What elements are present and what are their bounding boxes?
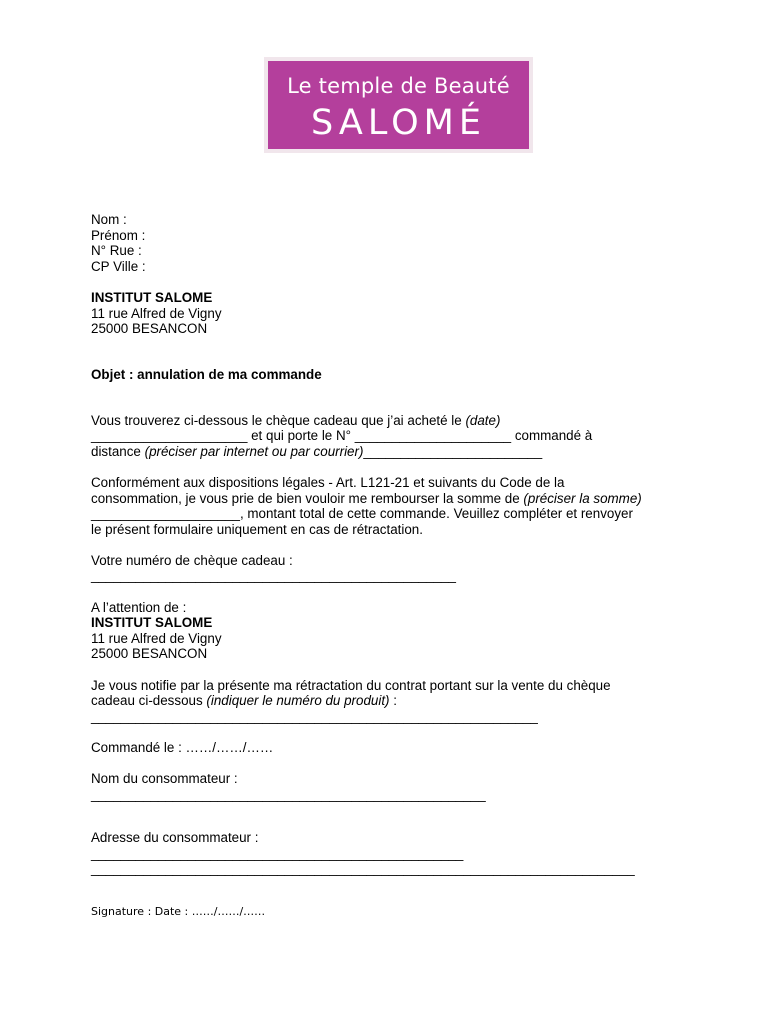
para1-channel-hint: (préciser par internet ou par courrier) [144, 443, 364, 459]
para3-text-2: cadeau ci-dessous [91, 693, 207, 709]
para3-line-1: Je vous notifie par la présente ma rétractation du contrat portant sur la vente du chèque [91, 677, 611, 693]
recipient-city: 25000 BESANCON [91, 321, 208, 337]
para2-text-2: consommation, je vous prie de bien vouloir me rembourser la somme de [91, 490, 524, 506]
cheque-number-label: Votre numéro de chèque cadeau : [91, 552, 293, 568]
consumer-address-field-1: __________________________________________________ [91, 845, 464, 861]
para1-text-1: Vous trouverez ci-dessous le chèque cadeau que j’ai acheté le [91, 412, 466, 428]
para3-line-3: ____________________________________________________________ [91, 708, 538, 724]
letter-subject: Objet : annulation de ma commande [91, 367, 322, 383]
consumer-address-field-2: _________________________________________________________________________ [91, 861, 635, 877]
paragraph-cheque-purchase [91, 413, 691, 460]
recipient-name: INSTITUT SALOME [91, 289, 213, 305]
logo-banner [268, 61, 529, 149]
para1-line-2: _____________________ et qui porte le N° _____________________ commandé à [91, 428, 593, 444]
cheque-number-block [91, 553, 691, 584]
para1-text-3: distance [91, 443, 145, 459]
sender-field-cp-ville: CP Ville : [91, 258, 146, 274]
paragraph-retraction [91, 678, 691, 725]
para2-line-1: Conformément aux dispositions légales - Art. L121-21 et suivants du Code de la [91, 474, 565, 490]
para1-blank-3: ________________________ [363, 443, 543, 459]
letter-body [91, 212, 691, 920]
attention-block [91, 600, 691, 662]
attention-recipient-name: INSTITUT SALOME [91, 615, 213, 631]
cheque-number-field: _________________________________________________ [91, 568, 456, 584]
logo-line-1: Le temple de Beauté [287, 74, 510, 98]
sender-field-nom: Nom : [91, 212, 127, 227]
recipient-block [91, 290, 691, 337]
para2-line-4: le présent formulaire uniquement en cas de rétractation. [91, 521, 423, 537]
consumer-name-label: Nom du consommateur : [91, 771, 238, 787]
attention-recipient-street: 11 rue Alfred de Vigny [91, 630, 222, 646]
salome-logo [264, 57, 533, 153]
para3-product-hint: (indiquer le numéro du produit) [206, 693, 390, 709]
para3-colon: : [389, 693, 397, 709]
attention-label: A l’attention de : [91, 599, 187, 615]
sender-field-prenom: Prénom : [91, 227, 146, 243]
para1-date-hint: (date) [465, 412, 501, 428]
sender-field-rue: N° Rue : [91, 243, 142, 259]
consumer-address-block [91, 830, 691, 877]
consumer-name-block [91, 771, 691, 802]
recipient-street: 11 rue Alfred de Vigny [91, 305, 222, 321]
para2-line-3: ____________________, montant total de cette commande. Veuillez compléter et renvoyer [91, 506, 633, 522]
para2-amount-hint: (préciser la somme) [523, 490, 642, 506]
consumer-address-label: Adresse du consommateur : [91, 829, 259, 845]
signature-date-line: Signature : Date : ……/……/…… [91, 905, 266, 919]
consumer-name-field: _____________________________________________________ [91, 786, 486, 802]
sender-block [91, 212, 691, 274]
attention-recipient-city: 25000 BESANCON [91, 646, 208, 662]
logo-line-2: SALOMÉ [311, 103, 486, 143]
order-date: Commandé le : ……/……/…… [91, 740, 274, 755]
paragraph-refund [91, 475, 691, 537]
